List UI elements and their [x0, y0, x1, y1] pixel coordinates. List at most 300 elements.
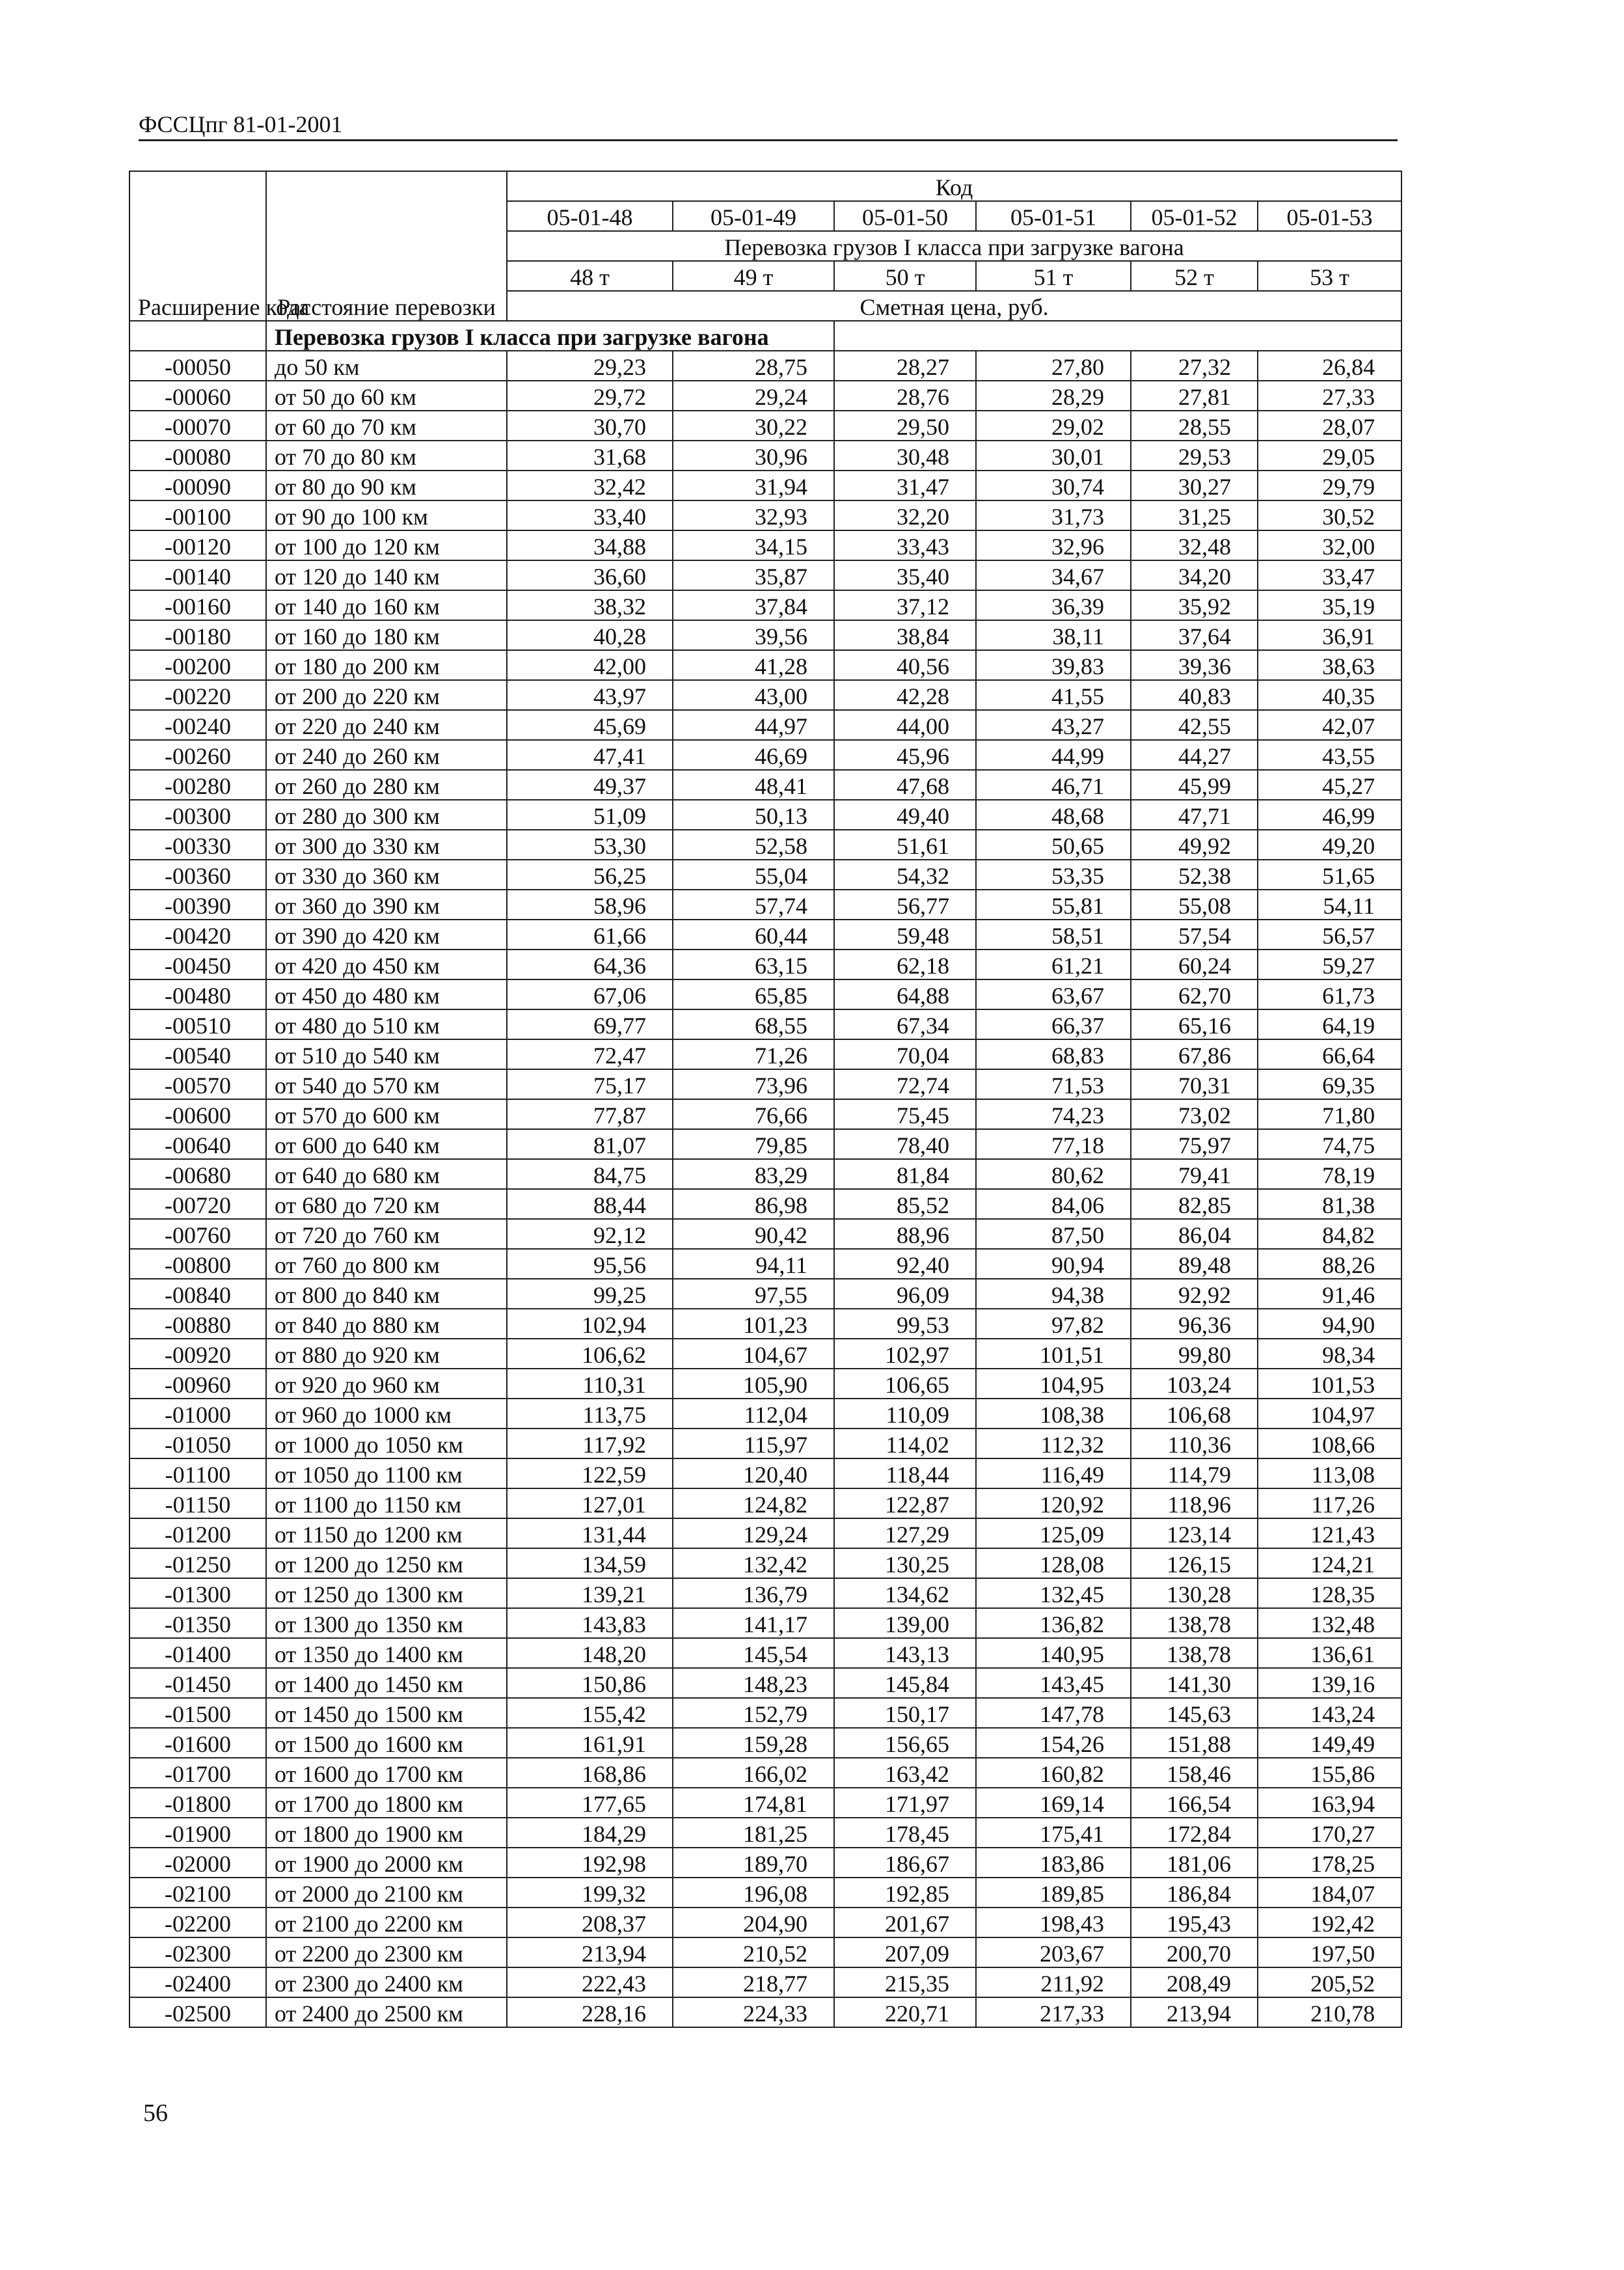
extension-cell: -02400: [129, 1967, 266, 1997]
extension-cell: -00260: [129, 740, 266, 770]
price-cell: 69,35: [1258, 1069, 1401, 1099]
extension-cell: -00420: [129, 920, 266, 950]
price-cell: 34,20: [1131, 560, 1258, 590]
load-cell: 49 т: [673, 261, 834, 291]
price-cell: 42,28: [834, 680, 976, 710]
price-cell: 45,96: [834, 740, 976, 770]
table-row: [129, 1788, 1401, 1818]
price-cell: 124,82: [673, 1488, 834, 1518]
price-cell: 79,41: [1131, 1159, 1258, 1189]
price-cell: 66,37: [976, 1009, 1131, 1039]
extension-cell: -02300: [129, 1937, 266, 1967]
price-cell: 200,70: [1131, 1937, 1258, 1967]
extension-cell: -01000: [129, 1399, 266, 1429]
price-cell: 29,53: [1131, 441, 1258, 471]
price-cell: 51,61: [834, 830, 976, 860]
price-cell: 143,45: [976, 1668, 1131, 1698]
price-cell: 91,46: [1258, 1279, 1401, 1309]
price-cell: 170,27: [1258, 1818, 1401, 1848]
price-cell: 136,82: [976, 1608, 1131, 1638]
price-cell: 174,81: [673, 1788, 834, 1818]
price-cell: 64,36: [507, 950, 673, 979]
price-cell: 197,50: [1258, 1937, 1401, 1967]
table-row: [129, 710, 1401, 740]
distance-cell: от 760 до 800 км: [266, 1249, 507, 1279]
price-cell: 94,11: [673, 1249, 834, 1279]
price-cell: 155,42: [507, 1698, 673, 1728]
extension-cell: -00070: [129, 411, 266, 441]
price-cell: 112,04: [673, 1399, 834, 1429]
price-cell: 130,28: [1131, 1578, 1258, 1608]
table-row: [129, 950, 1401, 979]
price-cell: 123,14: [1131, 1518, 1258, 1548]
price-cell: 63,15: [673, 950, 834, 979]
price-cell: 181,25: [673, 1818, 834, 1848]
price-cell: 30,48: [834, 441, 976, 471]
distance-cell: от 120 до 140 км: [266, 560, 507, 590]
distance-cell: от 1900 до 2000 км: [266, 1848, 507, 1878]
price-cell: 50,13: [673, 800, 834, 830]
price-cell: 163,94: [1258, 1788, 1401, 1818]
extension-cell: -00760: [129, 1219, 266, 1249]
price-cell: 30,22: [673, 411, 834, 441]
price-cell: 81,84: [834, 1159, 976, 1189]
distance-cell: от 240 до 260 км: [266, 740, 507, 770]
price-cell: 101,53: [1258, 1369, 1401, 1399]
price-cell: 59,48: [834, 920, 976, 950]
price-cell: 204,90: [673, 1908, 834, 1937]
price-cell: 27,81: [1131, 381, 1258, 411]
price-cell: 55,81: [976, 890, 1131, 920]
price-cell: 101,51: [976, 1339, 1131, 1369]
distance-cell: от 540 до 570 км: [266, 1069, 507, 1099]
price-cell: 198,43: [976, 1908, 1131, 1937]
table-row: [129, 1399, 1401, 1429]
price-cell: 110,31: [507, 1369, 673, 1399]
extension-cell: -00140: [129, 560, 266, 590]
distance-cell: от 2400 до 2500 км: [266, 1997, 507, 2027]
price-cell: 52,58: [673, 830, 834, 860]
price-cell: 44,99: [976, 740, 1131, 770]
extension-cell: -00200: [129, 650, 266, 680]
load-cell: 48 т: [507, 261, 673, 291]
price-cell: 30,52: [1258, 500, 1401, 530]
price-cell: 159,28: [673, 1728, 834, 1758]
price-cell: 45,69: [507, 710, 673, 740]
table-row: [129, 1159, 1401, 1189]
price-cell: 84,06: [976, 1189, 1131, 1219]
price-cell: 115,97: [673, 1429, 834, 1458]
price-cell: 74,75: [1258, 1129, 1401, 1159]
distance-cell: от 1600 до 1700 км: [266, 1758, 507, 1788]
extension-cell: -01800: [129, 1788, 266, 1818]
price-cell: 81,07: [507, 1129, 673, 1159]
price-cell: 39,83: [976, 650, 1131, 680]
price-cell: 48,68: [976, 800, 1131, 830]
price-cell: 68,55: [673, 1009, 834, 1039]
price-cell: 70,04: [834, 1039, 976, 1069]
distance-cell: от 70 до 80 км: [266, 441, 507, 471]
price-cell: 38,32: [507, 590, 673, 620]
header-rule: [139, 139, 1398, 141]
price-cell: 90,42: [673, 1219, 834, 1249]
price-cell: 106,62: [507, 1339, 673, 1369]
distance-cell: от 300 до 330 км: [266, 830, 507, 860]
table-row: [129, 441, 1401, 471]
price-cell: 160,82: [976, 1758, 1131, 1788]
price-cell: 57,54: [1131, 920, 1258, 950]
price-cell: 53,35: [976, 860, 1131, 890]
col-header-distance: Расстояние перевозки: [266, 171, 507, 321]
price-cell: 199,32: [507, 1878, 673, 1908]
price-cell: 48,41: [673, 770, 834, 800]
distance-cell: от 600 до 640 км: [266, 1129, 507, 1159]
load-cell: 52 т: [1131, 261, 1258, 291]
extension-cell: -00840: [129, 1279, 266, 1309]
price-cell: 103,24: [1131, 1369, 1258, 1399]
distance-cell: от 570 до 600 км: [266, 1099, 507, 1129]
price-cell: 114,02: [834, 1429, 976, 1458]
table-row: [129, 1967, 1401, 1997]
price-cell: 85,52: [834, 1189, 976, 1219]
price-cell: 92,92: [1131, 1279, 1258, 1309]
price-cell: 122,59: [507, 1458, 673, 1488]
table-row: [129, 1219, 1401, 1249]
price-cell: 181,06: [1131, 1848, 1258, 1878]
price-cell: 29,79: [1258, 471, 1401, 500]
section-empty-cell: [129, 321, 266, 351]
section-title: Перевозка грузов I класса при загрузке вагона: [266, 321, 834, 351]
price-cell: 49,20: [1258, 830, 1401, 860]
extension-cell: -01200: [129, 1518, 266, 1548]
table-row: [129, 800, 1401, 830]
price-cell: 88,26: [1258, 1249, 1401, 1279]
price-cell: 73,02: [1131, 1099, 1258, 1129]
price-cell: 51,09: [507, 800, 673, 830]
price-cell: 61,21: [976, 950, 1131, 979]
price-cell: 134,59: [507, 1548, 673, 1578]
price-cell: 28,75: [673, 351, 834, 381]
load-cell: 51 т: [976, 261, 1131, 291]
extension-cell: -00090: [129, 471, 266, 500]
table-row: [129, 1848, 1401, 1878]
price-cell: 94,90: [1258, 1309, 1401, 1339]
price-cell: 77,18: [976, 1129, 1131, 1159]
table-row: [129, 1638, 1401, 1668]
distance-cell: от 1400 до 1450 км: [266, 1668, 507, 1698]
price-cell: 132,42: [673, 1548, 834, 1578]
price-cell: 34,67: [976, 560, 1131, 590]
price-cell: 35,87: [673, 560, 834, 590]
price-cell: 120,92: [976, 1488, 1131, 1518]
price-cell: 55,04: [673, 860, 834, 890]
price-cell: 28,07: [1258, 411, 1401, 441]
price-cell: 71,80: [1258, 1099, 1401, 1129]
table-row: [129, 1728, 1401, 1758]
price-cell: 113,08: [1258, 1458, 1401, 1488]
price-cell: 228,16: [507, 1997, 673, 2027]
table-row: [129, 1488, 1401, 1518]
price-cell: 76,66: [673, 1099, 834, 1129]
price-cell: 35,92: [1131, 590, 1258, 620]
price-cell: 92,40: [834, 1249, 976, 1279]
price-cell: 128,08: [976, 1548, 1131, 1578]
table-row: [129, 860, 1401, 890]
extension-cell: -00880: [129, 1309, 266, 1339]
col-header-extension: Расширение кода: [129, 171, 266, 321]
distance-cell: от 390 до 420 км: [266, 920, 507, 950]
price-cell: 33,47: [1258, 560, 1401, 590]
price-cell: 220,71: [834, 1997, 976, 2027]
price-cell: 86,98: [673, 1189, 834, 1219]
load-cell: 50 т: [834, 261, 976, 291]
document-code: ФССЦпг 81-01-2001: [139, 111, 343, 137]
price-cell: 139,00: [834, 1608, 976, 1638]
price-cell: 47,41: [507, 740, 673, 770]
price-cell: 28,27: [834, 351, 976, 381]
price-cell: 134,62: [834, 1578, 976, 1608]
table-row: [129, 1698, 1401, 1728]
extension-cell: -01350: [129, 1608, 266, 1638]
price-cell: 120,40: [673, 1458, 834, 1488]
distance-cell: от 180 до 200 км: [266, 650, 507, 680]
extension-cell: -01100: [129, 1458, 266, 1488]
distance-cell: от 2100 до 2200 км: [266, 1908, 507, 1937]
table-row: [129, 1129, 1401, 1159]
price-cell: 34,15: [673, 530, 834, 560]
table-row: [129, 411, 1401, 441]
table-row: [129, 1069, 1401, 1099]
price-cell: 210,78: [1258, 1997, 1401, 2027]
extension-cell: -00240: [129, 710, 266, 740]
extension-cell: -01250: [129, 1548, 266, 1578]
price-cell: 54,32: [834, 860, 976, 890]
distance-cell: от 800 до 840 км: [266, 1279, 507, 1309]
price-cell: 44,00: [834, 710, 976, 740]
price-cell: 201,67: [834, 1908, 976, 1937]
price-cell: 96,36: [1131, 1309, 1258, 1339]
price-cell: 186,84: [1131, 1878, 1258, 1908]
distance-cell: от 420 до 450 км: [266, 950, 507, 979]
price-cell: 150,86: [507, 1668, 673, 1698]
price-cell: 178,25: [1258, 1848, 1401, 1878]
price-cell: 50,65: [976, 830, 1131, 860]
extension-cell: -02200: [129, 1908, 266, 1937]
table-row: [129, 650, 1401, 680]
price-cell: 161,91: [507, 1728, 673, 1758]
price-cell: 72,74: [834, 1069, 976, 1099]
price-cell: 143,13: [834, 1638, 976, 1668]
price-cell: 117,26: [1258, 1488, 1401, 1518]
price-cell: 101,23: [673, 1309, 834, 1339]
distance-cell: от 960 до 1000 км: [266, 1399, 507, 1429]
price-cell: 196,08: [673, 1878, 834, 1908]
price-cell: 29,72: [507, 381, 673, 411]
distance-cell: от 2200 до 2300 км: [266, 1937, 507, 1967]
extension-cell: -00800: [129, 1249, 266, 1279]
extension-cell: -02500: [129, 1997, 266, 2027]
price-cell: 43,00: [673, 680, 834, 710]
price-cell: 152,79: [673, 1698, 834, 1728]
distance-cell: от 840 до 880 км: [266, 1309, 507, 1339]
price-cell: 138,78: [1131, 1608, 1258, 1638]
table-row: [129, 530, 1401, 560]
price-cell: 213,94: [507, 1937, 673, 1967]
price-cell: 143,83: [507, 1608, 673, 1638]
table-row: [129, 1458, 1401, 1488]
price-cell: 217,33: [976, 1997, 1131, 2027]
price-cell: 46,69: [673, 740, 834, 770]
price-cell: 118,44: [834, 1458, 976, 1488]
price-cell: 75,45: [834, 1099, 976, 1129]
price-cell: 35,19: [1258, 590, 1401, 620]
distance-cell: от 1300 до 1350 км: [266, 1608, 507, 1638]
distance-cell: от 1050 до 1100 км: [266, 1458, 507, 1488]
price-cell: 64,88: [834, 979, 976, 1009]
price-cell: 58,51: [976, 920, 1131, 950]
distance-cell: от 160 до 180 км: [266, 620, 507, 650]
distance-cell: от 480 до 510 км: [266, 1009, 507, 1039]
price-cell: 29,23: [507, 351, 673, 381]
price-cell: 145,54: [673, 1638, 834, 1668]
distance-cell: от 1150 до 1200 км: [266, 1518, 507, 1548]
extension-cell: -00680: [129, 1159, 266, 1189]
distance-cell: от 1000 до 1050 км: [266, 1429, 507, 1458]
distance-cell: от 140 до 160 км: [266, 590, 507, 620]
price-cell: 127,29: [834, 1518, 976, 1548]
extension-cell: -00060: [129, 381, 266, 411]
price-cell: 89,48: [1131, 1249, 1258, 1279]
table-row: [129, 740, 1401, 770]
price-cell: 83,29: [673, 1159, 834, 1189]
price-cell: 99,53: [834, 1309, 976, 1339]
price-cell: 56,77: [834, 890, 976, 920]
price-cell: 108,38: [976, 1399, 1131, 1429]
table-row: [129, 890, 1401, 920]
extension-cell: -00570: [129, 1069, 266, 1099]
price-cell: 43,27: [976, 710, 1131, 740]
price-cell: 169,14: [976, 1788, 1131, 1818]
price-cell: 62,18: [834, 950, 976, 979]
table-row: [129, 471, 1401, 500]
distance-cell: от 1450 до 1500 км: [266, 1698, 507, 1728]
distance-cell: от 1200 до 1250 км: [266, 1548, 507, 1578]
price-cell: 99,25: [507, 1279, 673, 1309]
price-cell: 45,99: [1131, 770, 1258, 800]
price-cell: 121,43: [1258, 1518, 1401, 1548]
distance-cell: от 1500 до 1600 км: [266, 1728, 507, 1758]
section-empty-cell: [834, 321, 1401, 351]
table-row: [129, 830, 1401, 860]
table-row: [129, 560, 1401, 590]
price-cell: 75,17: [507, 1069, 673, 1099]
table-row: [129, 920, 1401, 950]
price-cell: 117,92: [507, 1429, 673, 1458]
price-cell: 172,84: [1131, 1818, 1258, 1848]
price-cell: 105,90: [673, 1369, 834, 1399]
price-cell: 28,29: [976, 381, 1131, 411]
price-cell: 53,30: [507, 830, 673, 860]
price-cell: 166,02: [673, 1758, 834, 1788]
price-cell: 81,38: [1258, 1189, 1401, 1219]
table-row: [129, 1608, 1401, 1638]
price-cell: 205,52: [1258, 1967, 1401, 1997]
extension-cell: -00330: [129, 830, 266, 860]
extension-cell: -00080: [129, 441, 266, 471]
price-cell: 183,86: [976, 1848, 1131, 1878]
price-cell: 92,12: [507, 1219, 673, 1249]
distance-cell: от 2300 до 2400 км: [266, 1967, 507, 1997]
price-cell: 156,65: [834, 1728, 976, 1758]
price-cell: 95,56: [507, 1249, 673, 1279]
price-cell: 184,07: [1258, 1878, 1401, 1908]
table-row: [129, 1189, 1401, 1219]
price-cell: 62,70: [1131, 979, 1258, 1009]
price-cell: 139,16: [1258, 1668, 1401, 1698]
price-cell: 163,42: [834, 1758, 976, 1788]
price-cell: 58,96: [507, 890, 673, 920]
price-cell: 143,24: [1258, 1698, 1401, 1728]
price-cell: 29,24: [673, 381, 834, 411]
price-cell: 222,43: [507, 1967, 673, 1997]
table-row: [129, 1668, 1401, 1698]
price-cell: 43,55: [1258, 740, 1401, 770]
price-cell: 32,00: [1258, 530, 1401, 560]
price-cell: 97,55: [673, 1279, 834, 1309]
extension-cell: -01450: [129, 1668, 266, 1698]
distance-cell: от 720 до 760 км: [266, 1219, 507, 1249]
price-cell: 82,85: [1131, 1189, 1258, 1219]
price-cell: 40,35: [1258, 680, 1401, 710]
price-cell: 66,64: [1258, 1039, 1401, 1069]
price-cell: 106,65: [834, 1369, 976, 1399]
price-cell: 136,61: [1258, 1638, 1401, 1668]
price-cell: 224,33: [673, 1997, 834, 2027]
price-cell: 34,88: [507, 530, 673, 560]
price-cell: 26,84: [1258, 351, 1401, 381]
distance-cell: от 200 до 220 км: [266, 680, 507, 710]
extension-cell: -00280: [129, 770, 266, 800]
table-row: [129, 500, 1401, 530]
distance-cell: от 280 до 300 км: [266, 800, 507, 830]
price-cell: 67,34: [834, 1009, 976, 1039]
price-cell: 192,85: [834, 1878, 976, 1908]
price-cell: 189,70: [673, 1848, 834, 1878]
price-cell: 36,60: [507, 560, 673, 590]
price-cell: 87,50: [976, 1219, 1131, 1249]
price-cell: 97,82: [976, 1309, 1131, 1339]
price-cell: 32,42: [507, 471, 673, 500]
price-cell: 61,66: [507, 920, 673, 950]
price-cell: 141,17: [673, 1608, 834, 1638]
price-cell: 27,80: [976, 351, 1131, 381]
price-cell: 39,36: [1131, 650, 1258, 680]
price-cell: 69,77: [507, 1009, 673, 1039]
price-cell: 38,11: [976, 620, 1131, 650]
price-cell: 56,57: [1258, 920, 1401, 950]
price-cell: 49,37: [507, 770, 673, 800]
price-cell: 30,70: [507, 411, 673, 441]
price-cell: 29,02: [976, 411, 1131, 441]
distance-cell: от 60 до 70 км: [266, 411, 507, 441]
price-cell: 78,19: [1258, 1159, 1401, 1189]
price-cell: 32,93: [673, 500, 834, 530]
price-cell: 42,55: [1131, 710, 1258, 740]
price-cell: 210,52: [673, 1937, 834, 1967]
price-cell: 36,39: [976, 590, 1131, 620]
price-cell: 208,37: [507, 1908, 673, 1937]
table-row: [129, 1908, 1401, 1937]
